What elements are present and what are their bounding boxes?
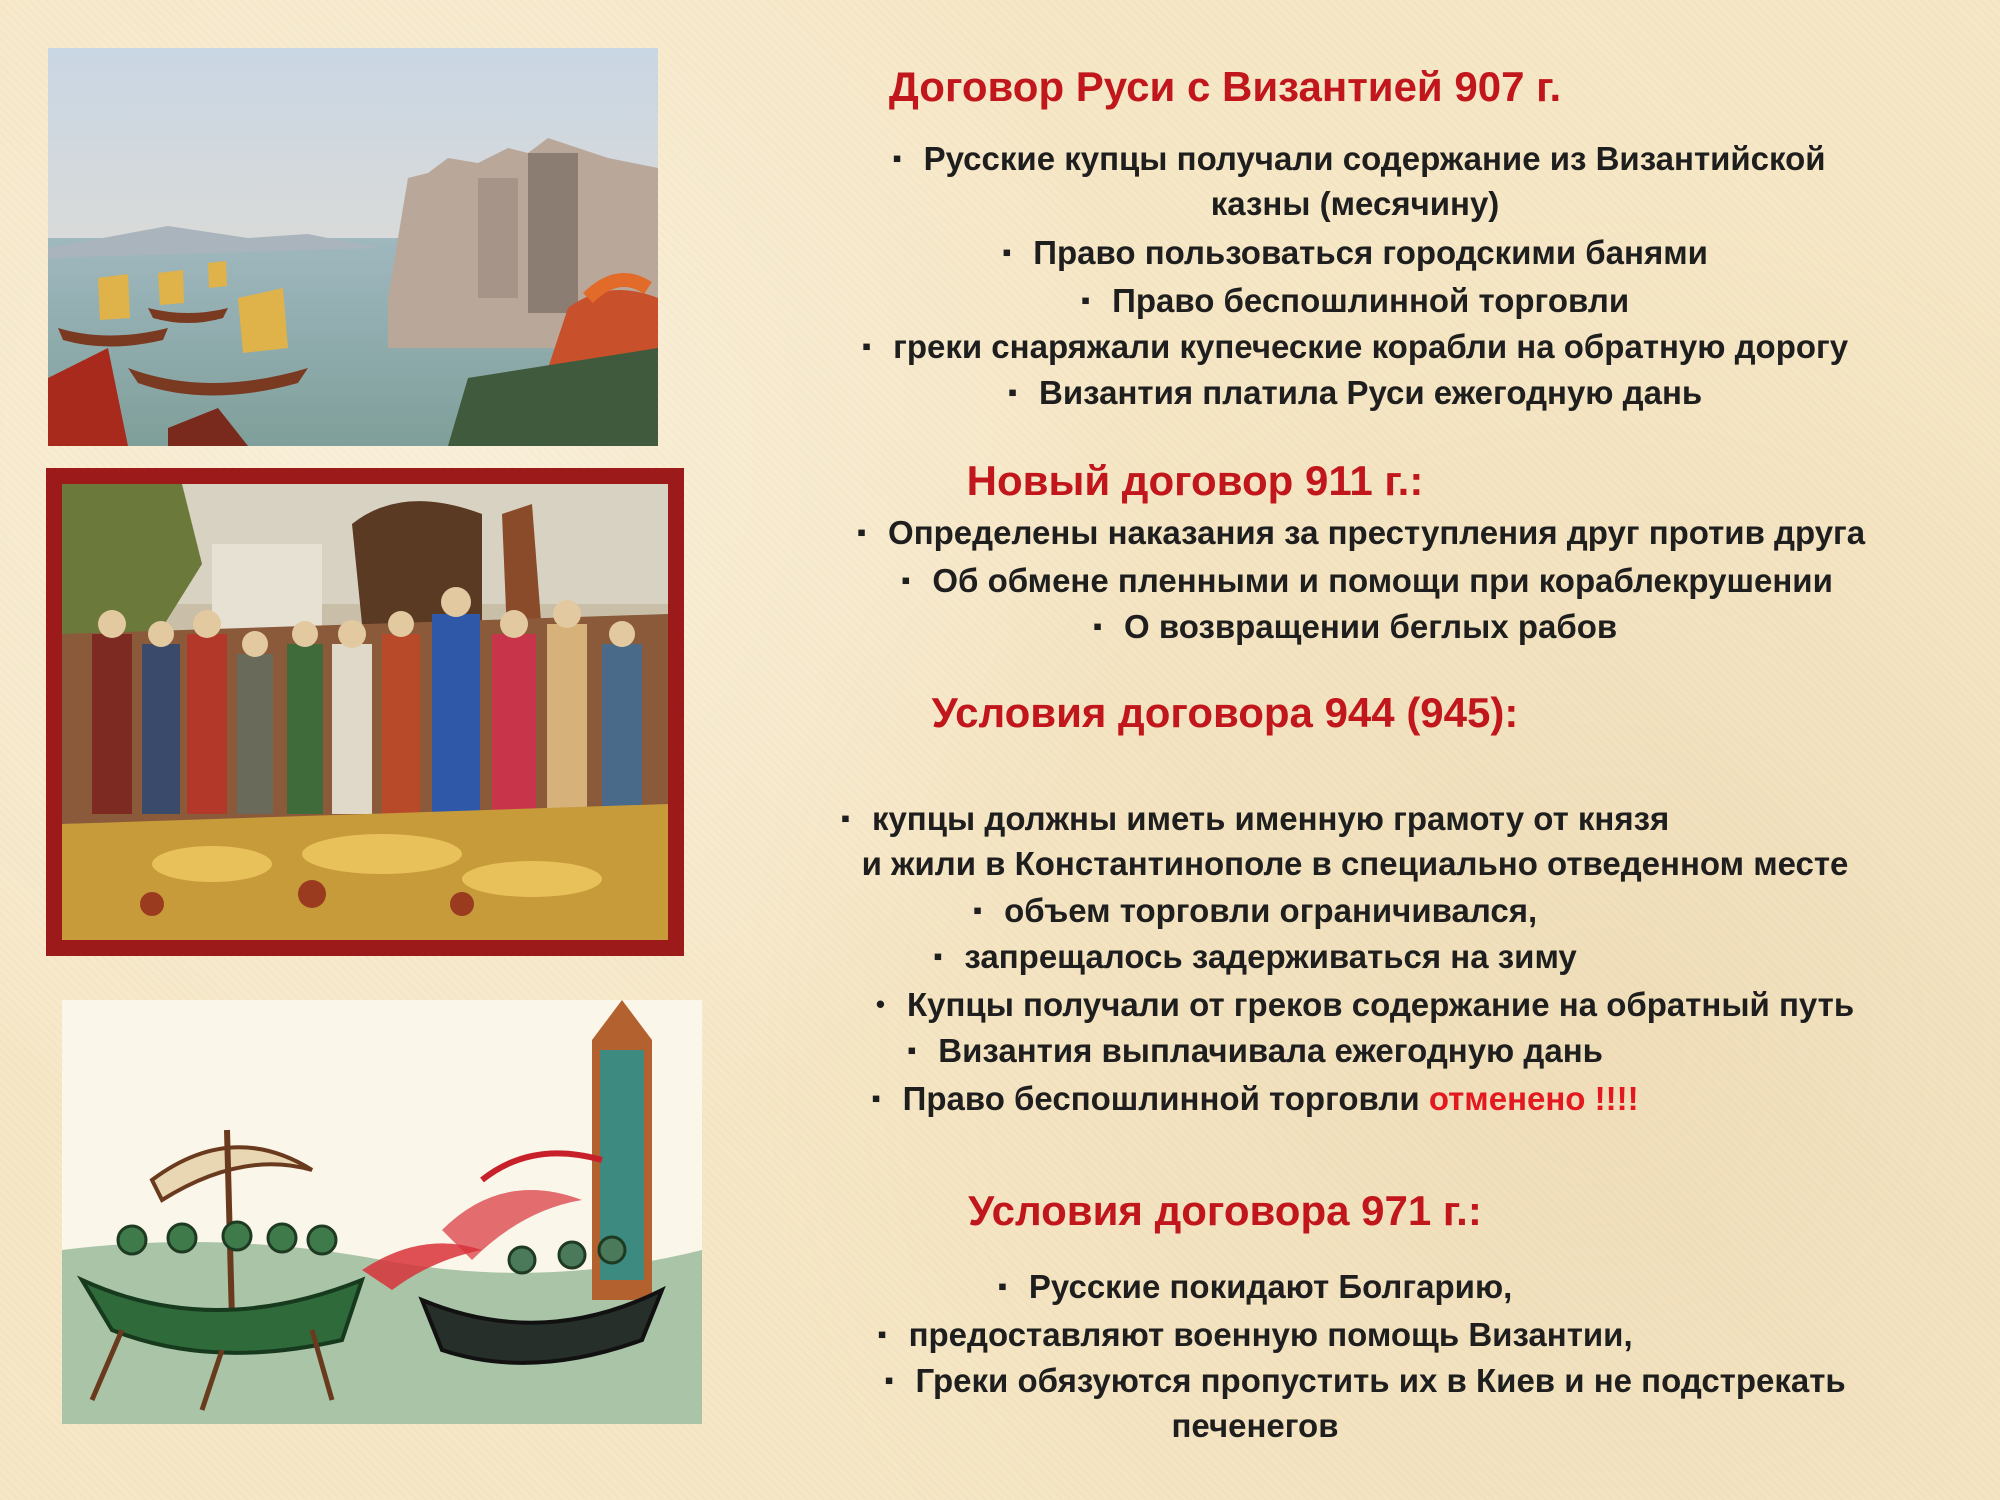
item-907-1: ▪ Русские купцы получали содержание из Византийской (892, 140, 1826, 177)
item-907-1-cont: казны (месячину) (1210, 185, 1500, 222)
abolished-highlight: отменено !!!! (1428, 1080, 1639, 1117)
bullet-icon: ▪ (1080, 285, 1091, 315)
item-907-4: ▪ греки снаряжали купеческие корабли на обратную дорогу (861, 328, 1849, 365)
item-944-1-cont: и жили в Константинополе в специально отведенном месте (861, 845, 1849, 882)
item-944-5: ▪ Византия выплачивала ежегодную дань (907, 1032, 1603, 1069)
item-944-2: ▪ объем торговли ограничивался, (972, 892, 1538, 929)
heading-907: Договор Руси с Византией 907 г. (888, 63, 1562, 110)
item-907-3: ▪ Право беспошлинной торговли (1080, 282, 1630, 319)
item-911-1: ▪ Определены наказания за преступления друг против друга (856, 514, 1866, 551)
item-911-3: ▪ О возвращении беглых рабов (1092, 608, 1618, 645)
item-944-6: ▪ Право беспошлинной торговли отменено !!!! (871, 1080, 1639, 1117)
bullet-icon: ▪ (907, 1035, 917, 1065)
item-971-1: ▪ Русские покидают Болгарию, (997, 1268, 1513, 1305)
bullet-icon: ▪ (840, 803, 850, 833)
bullet-icon: ▪ (877, 1319, 887, 1349)
painting-fleet-constantinople (48, 48, 658, 446)
item-971-3-cont: печенегов (1171, 1407, 1339, 1444)
bullet-icon: ▪ (997, 1271, 1007, 1301)
item-944-3: ▪ запрещалось задерживаться на зиму (933, 938, 1577, 975)
bullet-icon: ▪ (901, 565, 911, 595)
item-944-4: • Купцы получали от греков содержание на обратный путь (875, 986, 1855, 1023)
item-907-2: ▪ Право пользоваться городскими банями (1002, 234, 1708, 271)
item-944-1: ▪ купцы должны иметь именную грамоту от князя (840, 800, 1670, 837)
bullet-icon: ▪ (1092, 611, 1103, 641)
bullet-icon: ▪ (892, 143, 902, 173)
heading-911: Новый договор 911 г.: (966, 457, 1424, 504)
item-971-3: ▪ Греки обязуются пропустить их в Киев и не подстрекать (884, 1362, 1846, 1399)
item-971-2: ▪ предоставляют военную помощь Византии, (877, 1316, 1633, 1353)
heading-971: Условия договора 971 г.: (968, 1187, 1482, 1234)
bullet-icon: ▪ (861, 331, 872, 361)
heading-944: Условия договора 944 (945): (931, 689, 1519, 736)
bullet-icon: ▪ (856, 517, 867, 547)
bullet-icon: ▪ (1002, 237, 1012, 267)
painting-oleg-tribute (46, 468, 684, 956)
bullet-icon: • (875, 989, 885, 1019)
item-907-5: ▪ Византия платила Руси ежегодную дань (1007, 374, 1703, 411)
item-911-2: ▪ Об обмене пленными и помощи при кораблекрушении (901, 562, 1833, 599)
bullet-icon: ▪ (884, 1365, 894, 1395)
bullet-icon: ▪ (871, 1083, 881, 1113)
bullet-icon: ▪ (1007, 377, 1018, 407)
bullet-icon: ▪ (972, 895, 983, 925)
bullet-icon: ▪ (933, 941, 943, 971)
